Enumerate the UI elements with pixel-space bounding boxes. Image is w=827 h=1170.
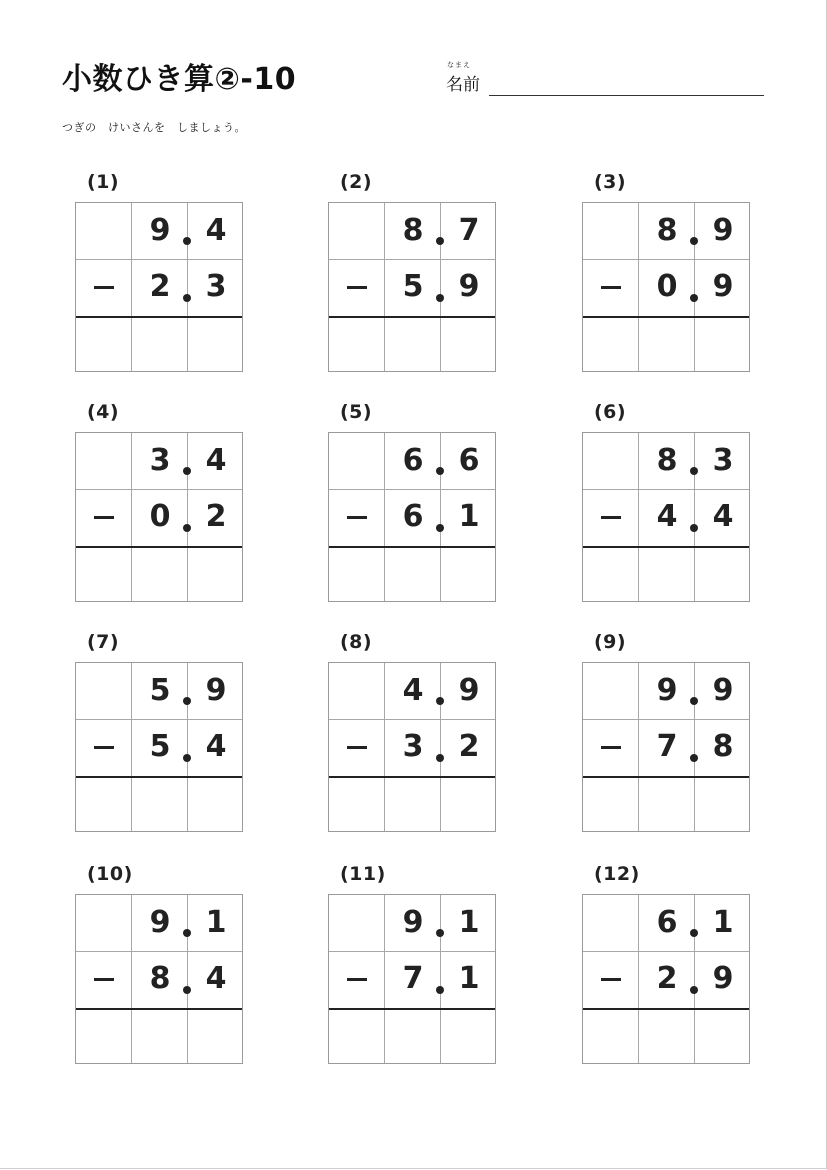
calc-grid bbox=[328, 432, 496, 602]
decimal-point bbox=[436, 697, 444, 705]
digit: 2 bbox=[205, 499, 227, 534]
answer-cell[interactable] bbox=[695, 547, 750, 601]
answer-cell[interactable] bbox=[385, 777, 440, 831]
problem-11 bbox=[328, 863, 508, 1104]
digit: 5 bbox=[149, 729, 171, 764]
decimal-point bbox=[436, 294, 444, 302]
calc-grid bbox=[75, 432, 243, 602]
answer-cell[interactable] bbox=[583, 1009, 638, 1063]
decimal-point bbox=[183, 524, 191, 532]
answer-cell[interactable] bbox=[132, 1009, 187, 1063]
digit: 6 bbox=[656, 905, 678, 940]
problem-number: (1) bbox=[87, 171, 120, 193]
digit: 6 bbox=[458, 443, 480, 478]
digit: 1 bbox=[205, 905, 227, 940]
answer-cell[interactable] bbox=[639, 547, 694, 601]
digit: 9 bbox=[458, 269, 480, 304]
digit: 9 bbox=[149, 213, 171, 248]
decimal-point bbox=[690, 294, 698, 302]
digit: 7 bbox=[458, 213, 480, 248]
answer-cell[interactable] bbox=[188, 547, 243, 601]
digit: 0 bbox=[656, 269, 678, 304]
problem-number: (6) bbox=[594, 401, 627, 423]
digit: 3 bbox=[402, 729, 424, 764]
answer-cell[interactable] bbox=[639, 1009, 694, 1063]
digit: 4 bbox=[205, 443, 227, 478]
problem-number: (2) bbox=[340, 171, 373, 193]
problem-9 bbox=[582, 631, 762, 872]
digit: 9 bbox=[712, 269, 734, 304]
decimal-point bbox=[436, 524, 444, 532]
answer-cell[interactable] bbox=[441, 777, 496, 831]
answer-cell[interactable] bbox=[441, 317, 496, 371]
problem-number: (12) bbox=[594, 863, 640, 885]
digit: 8 bbox=[149, 961, 171, 996]
digit: 2 bbox=[149, 269, 171, 304]
decimal-point bbox=[183, 929, 191, 937]
minus-sign bbox=[347, 286, 367, 289]
decimal-point bbox=[690, 986, 698, 994]
minus-sign bbox=[601, 286, 621, 289]
digit: 9 bbox=[149, 905, 171, 940]
decimal-point bbox=[690, 697, 698, 705]
digit: 2 bbox=[458, 729, 480, 764]
digit: 5 bbox=[402, 269, 424, 304]
digit: 7 bbox=[656, 729, 678, 764]
digit: 3 bbox=[149, 443, 171, 478]
minus-sign bbox=[94, 978, 114, 981]
answer-cell[interactable] bbox=[132, 777, 187, 831]
answer-cell[interactable] bbox=[188, 777, 243, 831]
minus-sign bbox=[94, 286, 114, 289]
digit: 9 bbox=[712, 961, 734, 996]
decimal-point bbox=[183, 467, 191, 475]
decimal-point bbox=[436, 467, 444, 475]
decimal-point bbox=[183, 986, 191, 994]
digit: 8 bbox=[656, 443, 678, 478]
answer-cell[interactable] bbox=[76, 547, 131, 601]
answer-cell[interactable] bbox=[132, 317, 187, 371]
digit: 1 bbox=[458, 961, 480, 996]
problem-number: (11) bbox=[340, 863, 386, 885]
answer-cell[interactable] bbox=[695, 317, 750, 371]
answer-cell[interactable] bbox=[583, 317, 638, 371]
problem-3 bbox=[582, 171, 762, 412]
answer-cell[interactable] bbox=[76, 317, 131, 371]
answer-cell[interactable] bbox=[132, 547, 187, 601]
digit: 8 bbox=[712, 729, 734, 764]
answer-cell[interactable] bbox=[329, 317, 384, 371]
minus-sign bbox=[601, 516, 621, 519]
decimal-point bbox=[690, 467, 698, 475]
problem-6 bbox=[582, 401, 762, 642]
name-label: 名前 bbox=[446, 75, 480, 95]
problem-10 bbox=[75, 863, 255, 1104]
name-write-line[interactable] bbox=[489, 95, 764, 96]
digit: 1 bbox=[712, 905, 734, 940]
answer-cell[interactable] bbox=[441, 1009, 496, 1063]
decimal-point bbox=[183, 754, 191, 762]
calc-grid bbox=[582, 894, 750, 1064]
digit: 4 bbox=[402, 673, 424, 708]
answer-cell[interactable] bbox=[695, 777, 750, 831]
decimal-point bbox=[436, 929, 444, 937]
problem-number: (4) bbox=[87, 401, 120, 423]
answer-cell[interactable] bbox=[329, 1009, 384, 1063]
digit: 1 bbox=[458, 499, 480, 534]
problem-number: (5) bbox=[340, 401, 373, 423]
answer-cell[interactable] bbox=[329, 777, 384, 831]
answer-cell[interactable] bbox=[385, 1009, 440, 1063]
answer-cell[interactable] bbox=[695, 1009, 750, 1063]
digit: 4 bbox=[205, 213, 227, 248]
problem-number: (10) bbox=[87, 863, 133, 885]
minus-sign bbox=[347, 516, 367, 519]
problem-5 bbox=[328, 401, 508, 642]
digit: 3 bbox=[205, 269, 227, 304]
calc-grid bbox=[328, 894, 496, 1064]
decimal-point bbox=[183, 237, 191, 245]
problem-4 bbox=[75, 401, 255, 642]
answer-cell[interactable] bbox=[639, 777, 694, 831]
answer-cell[interactable] bbox=[583, 547, 638, 601]
answer-cell[interactable] bbox=[441, 547, 496, 601]
decimal-point bbox=[436, 986, 444, 994]
digit: 9 bbox=[712, 673, 734, 708]
calc-grid bbox=[75, 202, 243, 372]
calc-grid bbox=[582, 432, 750, 602]
decimal-point bbox=[183, 294, 191, 302]
decimal-point bbox=[183, 697, 191, 705]
digit: 9 bbox=[712, 213, 734, 248]
minus-sign bbox=[347, 978, 367, 981]
calc-grid bbox=[328, 202, 496, 372]
minus-sign bbox=[94, 746, 114, 749]
digit: 9 bbox=[205, 673, 227, 708]
decimal-point bbox=[690, 237, 698, 245]
minus-sign bbox=[601, 746, 621, 749]
minus-sign bbox=[94, 516, 114, 519]
answer-cell[interactable] bbox=[329, 547, 384, 601]
problem-number: (9) bbox=[594, 631, 627, 653]
calc-grid bbox=[582, 202, 750, 372]
answer-cell[interactable] bbox=[188, 317, 243, 371]
answer-cell[interactable] bbox=[583, 777, 638, 831]
answer-cell[interactable] bbox=[385, 317, 440, 371]
problem-12 bbox=[582, 863, 762, 1104]
name-ruby: なまえ bbox=[447, 61, 471, 69]
digit: 6 bbox=[402, 499, 424, 534]
calc-grid bbox=[75, 662, 243, 832]
decimal-point bbox=[690, 754, 698, 762]
answer-cell[interactable] bbox=[639, 317, 694, 371]
decimal-point bbox=[690, 929, 698, 937]
digit: 0 bbox=[149, 499, 171, 534]
problem-number: (7) bbox=[87, 631, 120, 653]
digit: 3 bbox=[712, 443, 734, 478]
problem-number: (8) bbox=[340, 631, 373, 653]
digit: 7 bbox=[402, 961, 424, 996]
answer-cell[interactable] bbox=[76, 1009, 131, 1063]
minus-sign bbox=[601, 978, 621, 981]
problem-8 bbox=[328, 631, 508, 872]
decimal-point bbox=[690, 524, 698, 532]
digit: 9 bbox=[458, 673, 480, 708]
problem-7 bbox=[75, 631, 255, 872]
answer-cell[interactable] bbox=[188, 1009, 243, 1063]
digit: 2 bbox=[656, 961, 678, 996]
digit: 5 bbox=[149, 673, 171, 708]
digit: 8 bbox=[402, 213, 424, 248]
answer-cell[interactable] bbox=[385, 547, 440, 601]
problem-1 bbox=[75, 171, 255, 412]
digit: 8 bbox=[656, 213, 678, 248]
digit: 4 bbox=[205, 961, 227, 996]
calc-grid bbox=[582, 662, 750, 832]
calc-grid bbox=[75, 894, 243, 1064]
digit: 4 bbox=[712, 499, 734, 534]
digit: 4 bbox=[656, 499, 678, 534]
decimal-point bbox=[436, 754, 444, 762]
calc-grid bbox=[328, 662, 496, 832]
answer-cell[interactable] bbox=[76, 777, 131, 831]
problem-2 bbox=[328, 171, 508, 412]
instruction-text: つぎの けいさんを しましょう。 bbox=[62, 121, 246, 134]
digit: 9 bbox=[656, 673, 678, 708]
decimal-point bbox=[436, 237, 444, 245]
problem-number: (3) bbox=[594, 171, 627, 193]
digit: 1 bbox=[458, 905, 480, 940]
digit: 9 bbox=[402, 905, 424, 940]
minus-sign bbox=[347, 746, 367, 749]
worksheet-title: 小数ひき算②-10 bbox=[62, 62, 297, 97]
digit: 4 bbox=[205, 729, 227, 764]
digit: 6 bbox=[402, 443, 424, 478]
